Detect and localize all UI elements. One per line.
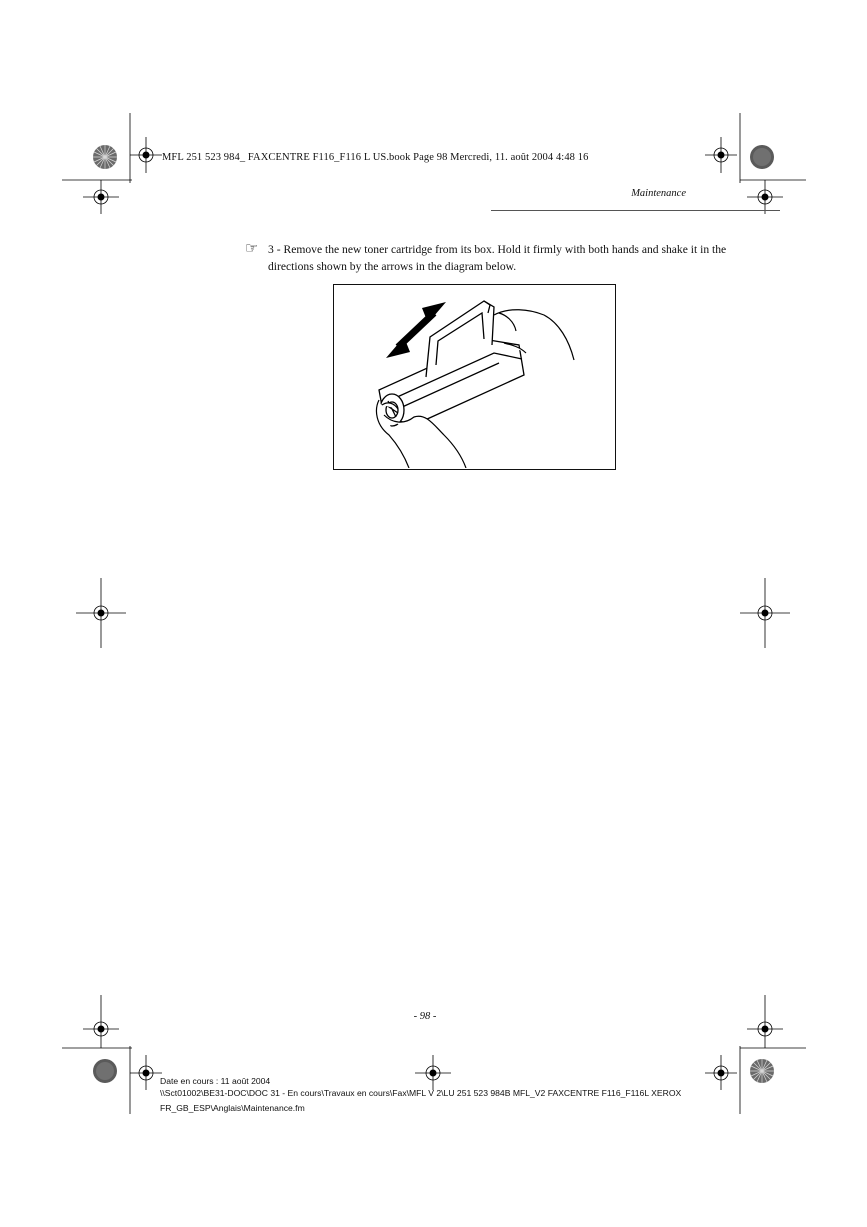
registration-target-icon: [76, 578, 126, 648]
registration-target-icon: [130, 1055, 162, 1090]
pointing-hand-icon: ☞: [245, 239, 259, 257]
registration-target-icon: [747, 180, 783, 214]
book-info-header: MFL 251 523 984_ FAXCENTRE F116_F116 L US.book Page 98 Mercredi, 11. août 2004 4:48 16: [162, 152, 589, 163]
grey-disc-icon: [750, 145, 774, 169]
toner-cartridge: [379, 301, 524, 426]
registration-target-icon: [740, 578, 790, 648]
color-wheel-icon: [93, 145, 117, 169]
registration-target-icon: [83, 995, 119, 1048]
registration-target-icon: [705, 137, 737, 173]
color-wheel-icon: [750, 1059, 774, 1083]
step-instruction: 3 - Remove the new toner cartridge from its box. Hold it firmly with both hands and shake it in the directions shown by the arrows in the diagram below.: [268, 243, 727, 273]
registration-target-icon: [747, 995, 783, 1048]
header-divider: [491, 210, 780, 211]
page-number: - 98 -: [413, 1011, 437, 1022]
footer-file-name: FR_GB_ESP\Anglais\Maintenance.fm: [160, 1103, 305, 1113]
registration-target-icon: [83, 180, 119, 214]
section-title: Maintenance: [631, 188, 686, 199]
toner-shake-illustration: [334, 285, 614, 468]
registration-target-icon: [705, 1055, 737, 1090]
registration-target-icon: [130, 137, 162, 173]
registration-target-icon: [415, 1055, 451, 1090]
footer-file-path: \\Sct01002\BE31-DOC\DOC 31 - En cours\Travaux en cours\Fax\MFL V 2\LU 251 523 984B MFL_V2 FAXCENTRE F116_F116L XEROX: [160, 1088, 682, 1098]
toner-shake-figure: [333, 284, 616, 470]
footer-date: Date en cours : 11 août 2004: [160, 1076, 271, 1086]
grey-disc-icon: [93, 1059, 117, 1083]
